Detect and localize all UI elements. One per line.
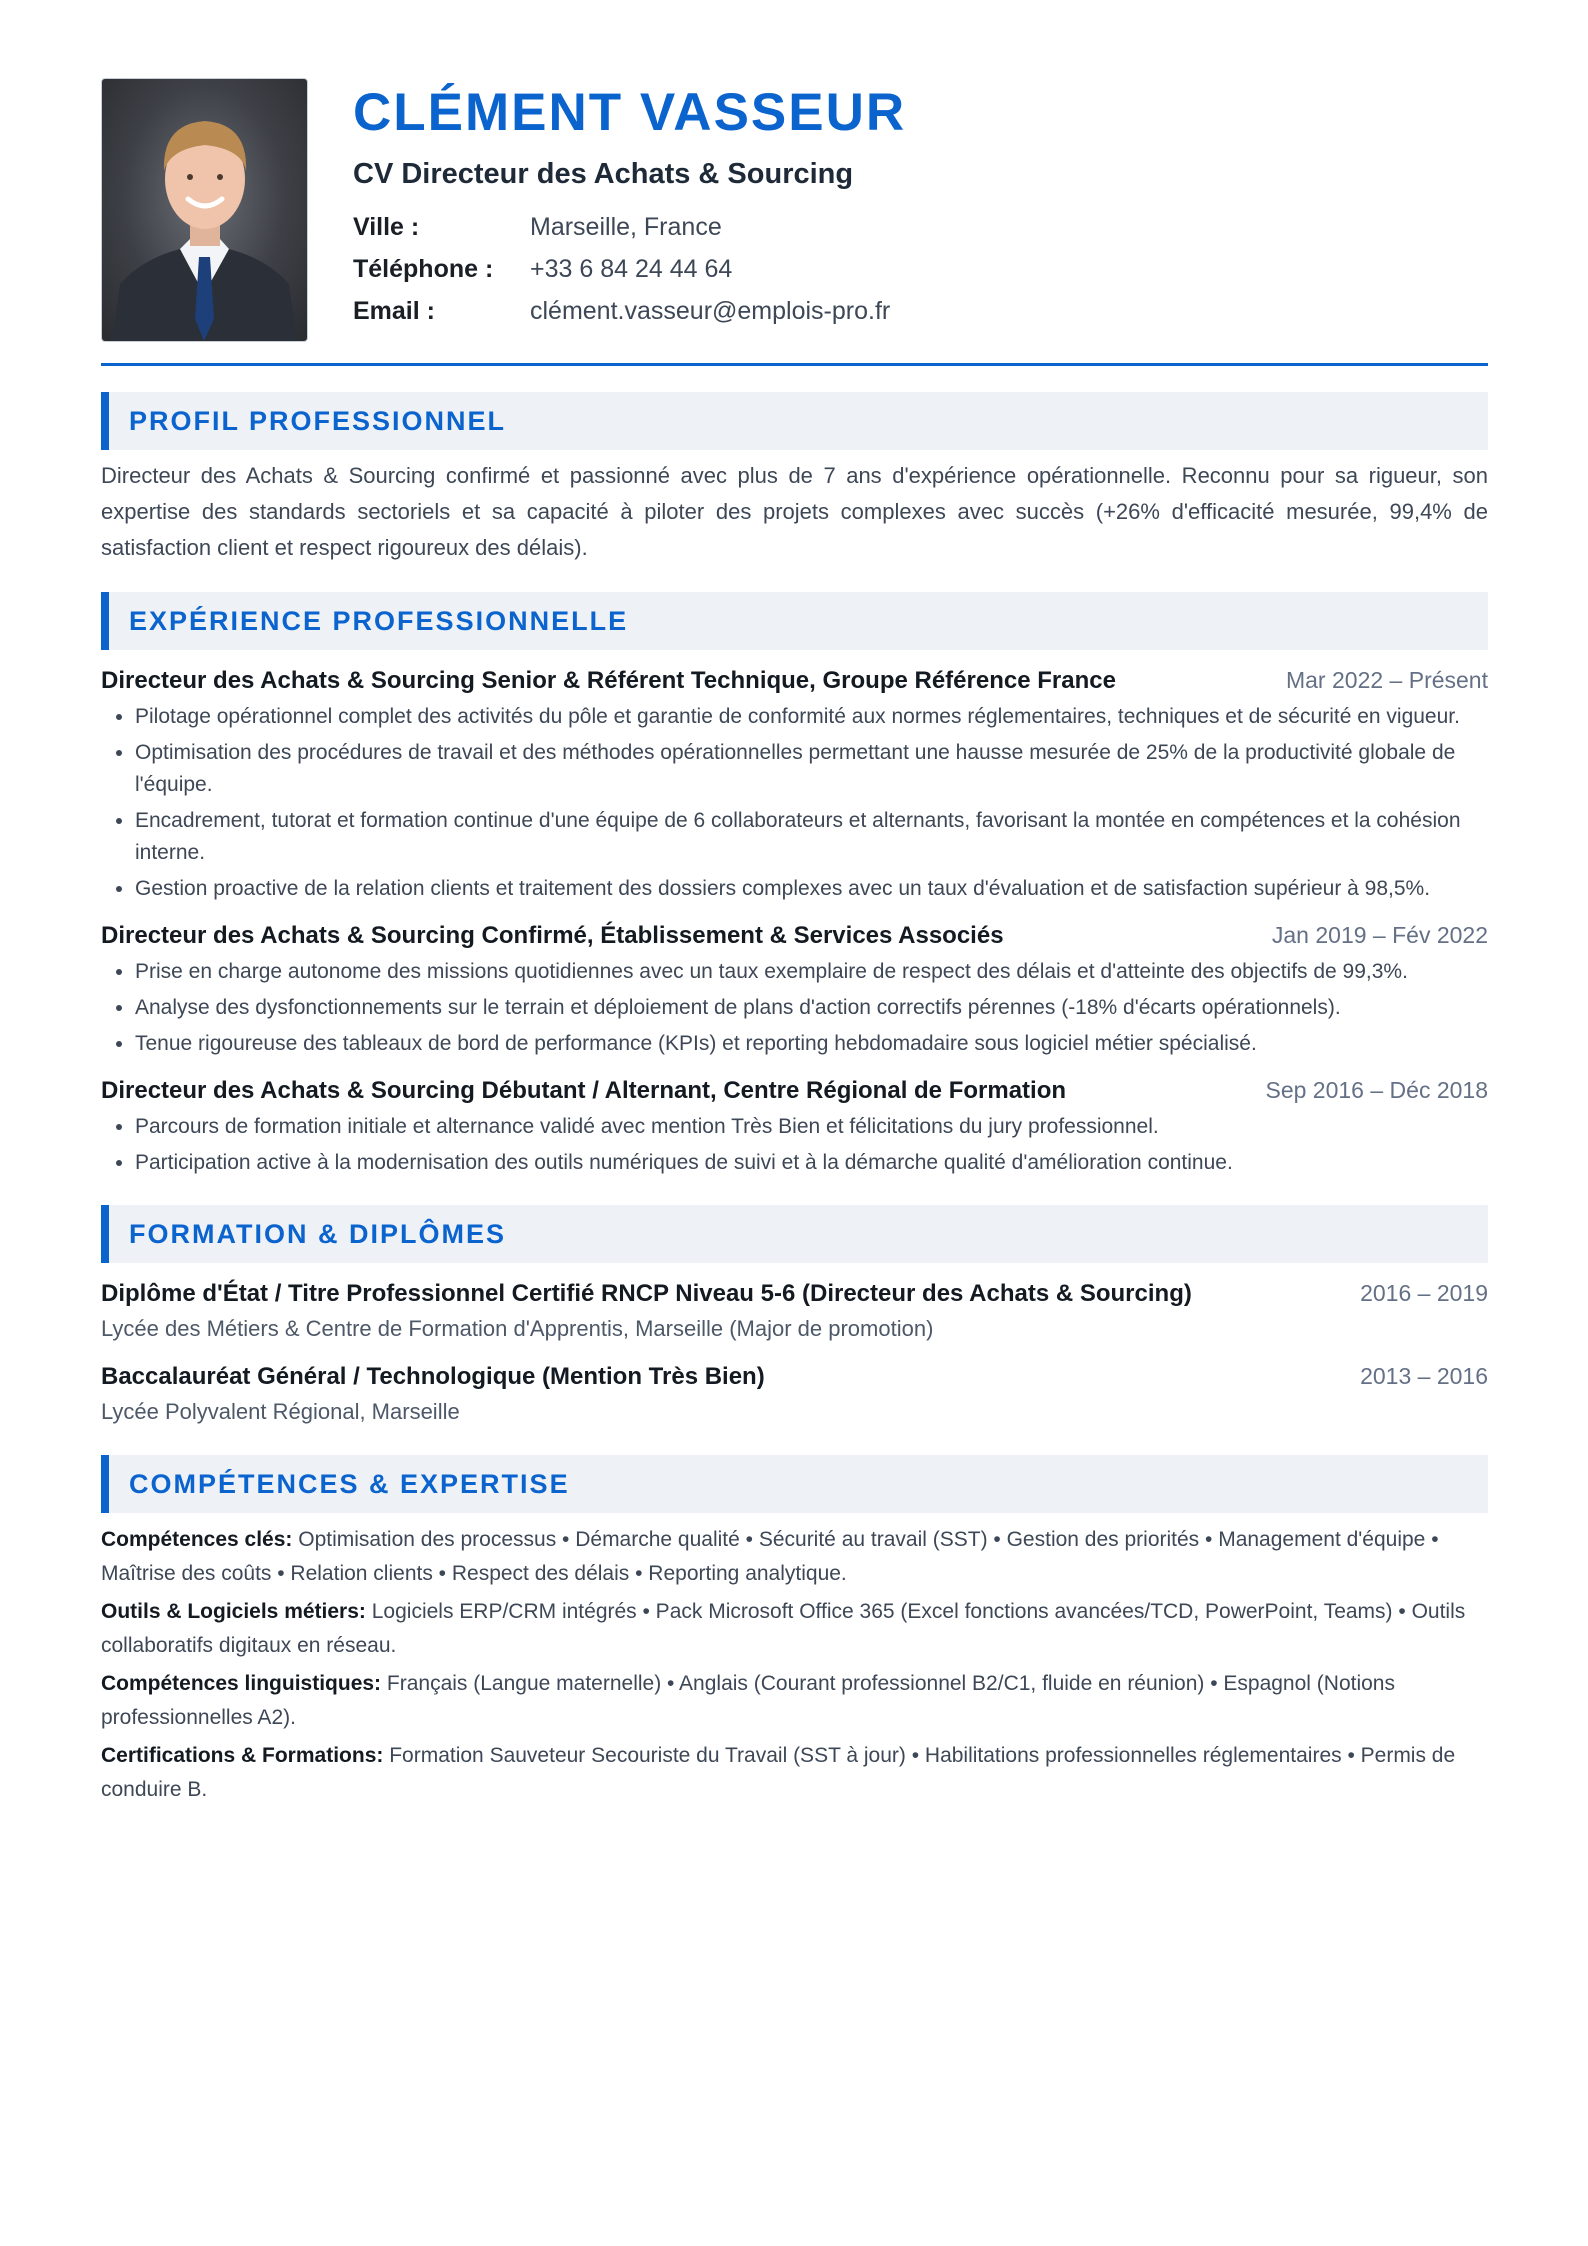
- skill-row: [101, 1595, 1488, 1663]
- job-header: [101, 917, 1488, 954]
- job-date: Jan 2019 – Fév 2022: [1271, 922, 1488, 948]
- skill-label: Outils & Logiciels métiers:: [101, 1600, 372, 1623]
- skill-label: Certifications & Formations:: [101, 1744, 390, 1767]
- contact-label: Ville :: [353, 213, 420, 241]
- education-date: 2013 – 2016: [1360, 1363, 1488, 1389]
- job-bullet: • Pilotage opérationnel complet des activités du pôle et garantie de conformité aux normes réglementaires, techniques et de sécurité en vigueur.: [135, 701, 1488, 733]
- job-date: Sep 2016 – Déc 2018: [1265, 1077, 1488, 1103]
- contact-label: Email :: [353, 297, 435, 325]
- contact-label: Téléphone :: [353, 255, 494, 283]
- skill-row: [101, 1739, 1488, 1807]
- job-title: Directeur des Achats & Sourcing Senior & Référent Technique, Groupe Référence France: [101, 667, 1116, 694]
- job-title: Directeur des Achats & Sourcing Débutant / Alternant, Centre Régional de Formation: [101, 1077, 1067, 1104]
- job-date: Mar 2022 – Présent: [1285, 667, 1488, 693]
- job-bullet: • Optimisation des procédures de travail et des méthodes opérationnelles permettant une hausse mesurée de 25% de la productivité globale de l'équipe.: [135, 737, 1488, 801]
- degree-title: Baccalauréat Général / Technologique (Mention Très Bien): [101, 1363, 765, 1390]
- job-bullet: • Encadrement, tutorat et formation continue d'une équipe de 6 collaborateurs et alternants, favorisant la montée en compétences et la cohésion interne.: [135, 805, 1488, 869]
- job-bullets: [101, 1111, 1488, 1179]
- section-header-education: [101, 1205, 1488, 1263]
- section-title: PROFIL PROFESSIONNEL: [129, 405, 507, 436]
- skill-text: Logiciels ERP/CRM intégrés • Pack Microsoft Office 365 (Excel fonctions avancées/TCD, PowerPoint, Teams) • Outils collaboratifs digitaux en réseau.: [101, 1600, 1466, 1657]
- education-date: 2016 – 2019: [1360, 1280, 1488, 1306]
- section-title: FORMATION & DIPLÔMES: [129, 1218, 506, 1249]
- job-header: [101, 662, 1488, 699]
- section-title: COMPÉTENCES & EXPERTISE: [129, 1468, 570, 1499]
- resume-header: [101, 78, 1488, 342]
- profile-photo: [101, 78, 308, 342]
- portrait-illustration: [102, 79, 307, 341]
- skill-text: Optimisation des processus • Démarche qualité • Sécurité au travail (SST) • Gestion des priorités • Management d'équipe • Maîtrise des coûts • Relation clients • Respect des délais • Reporting analytique.: [101, 1528, 1439, 1585]
- skills-list: [101, 1523, 1488, 1807]
- skill-label: Compétences linguistiques:: [101, 1672, 387, 1695]
- school-name: Lycée Polyvalent Régional, Marseille: [101, 1399, 460, 1424]
- job-header: [101, 1072, 1488, 1109]
- section-header-profile: [101, 392, 1488, 450]
- job-bullet: • Prise en charge autonome des missions quotidiennes avec un taux exemplaire de respect des délais et d'atteinte des objectifs de 99,3%.: [135, 956, 1488, 988]
- section-title: EXPÉRIENCE PROFESSIONNELLE: [129, 605, 629, 636]
- job-bullet: • Gestion proactive de la relation clients et traitement des dossiers complexes avec un taux d'évaluation et de satisfaction supérieur à 98,5%.: [135, 873, 1488, 905]
- skill-row: [101, 1523, 1488, 1591]
- header-divider: [101, 363, 1488, 366]
- contact-city: [353, 206, 906, 248]
- job-entry: [101, 662, 1488, 905]
- contact-value: +33 6 84 24 44 64: [530, 255, 733, 283]
- candidate-name: CLÉMENT VASSEUR: [353, 83, 907, 142]
- section-header-experience: [101, 592, 1488, 650]
- header-info: [353, 78, 906, 332]
- education-header: [101, 1275, 1488, 1312]
- contact-list: [353, 206, 906, 332]
- school-name: Lycée des Métiers & Centre de Formation d'Apprentis, Marseille (Major de promotion): [101, 1316, 934, 1341]
- skill-label: Compétences clés:: [101, 1528, 299, 1551]
- contact-value: clément.vasseur@emplois-pro.fr: [530, 297, 891, 325]
- job-bullets: [101, 701, 1488, 905]
- contact-value: Marseille, France: [530, 213, 722, 241]
- job-entry: [101, 1072, 1488, 1179]
- education-entry: [101, 1358, 1488, 1429]
- section-header-skills: [101, 1455, 1488, 1513]
- job-bullet: • Participation active à la modernisation des outils numériques de suivi et à la démarche qualité d'amélioration continue.: [135, 1147, 1488, 1179]
- skill-text: Français (Langue maternelle) • Anglais (Courant professionnel B2/C1, fluide en réunion) • Espagnol (Notions professionnelles A2).: [101, 1672, 1395, 1729]
- skill-text: Formation Sauveteur Secouriste du Travail (SST à jour) • Habilitations professionnelles réglementaires • Permis de conduire B.: [101, 1744, 1456, 1801]
- degree-title: Diplôme d'État / Titre Professionnel Certifié RNCP Niveau 5-6 (Directeur des Achats & Sourcing): [101, 1280, 1192, 1307]
- job-title: Directeur des Achats & Sourcing Confirmé, Établissement & Services Associés: [101, 922, 1004, 949]
- job-bullets: [101, 956, 1488, 1060]
- skill-row: [101, 1667, 1488, 1735]
- job-bullet: • Analyse des dysfonctionnements sur le terrain et déploiement de plans d'action correctifs pérennes (-18% d'écarts opérationnels).: [135, 992, 1488, 1024]
- profile-summary: Directeur des Achats & Sourcing confirmé et passionné avec plus de 7 ans d'expérience opérationnelle. Reconnu pour sa rigueur, son expertise des standards sectoriels et sa capacité à piloter des projets complexes avec succès (+26% d'efficacité mesurée, 99,4% de satisfaction client et respect rigoureux des délais).: [101, 463, 1488, 560]
- education-entry: [101, 1275, 1488, 1346]
- education-header: [101, 1358, 1488, 1395]
- job-bullet: • Tenue rigoureuse des tableaux de bord de performance (KPIs) et reporting hebdomadaire sous logiciel métier spécialisé.: [135, 1028, 1488, 1060]
- job-bullet: • Parcours de formation initiale et alternance validé avec mention Très Bien et félicitations du jury professionnel.: [135, 1111, 1488, 1143]
- contact-email: [353, 290, 906, 332]
- contact-phone: [353, 248, 906, 290]
- job-entry: [101, 917, 1488, 1060]
- cv-subtitle: CV Directeur des Achats & Sourcing: [353, 158, 854, 190]
